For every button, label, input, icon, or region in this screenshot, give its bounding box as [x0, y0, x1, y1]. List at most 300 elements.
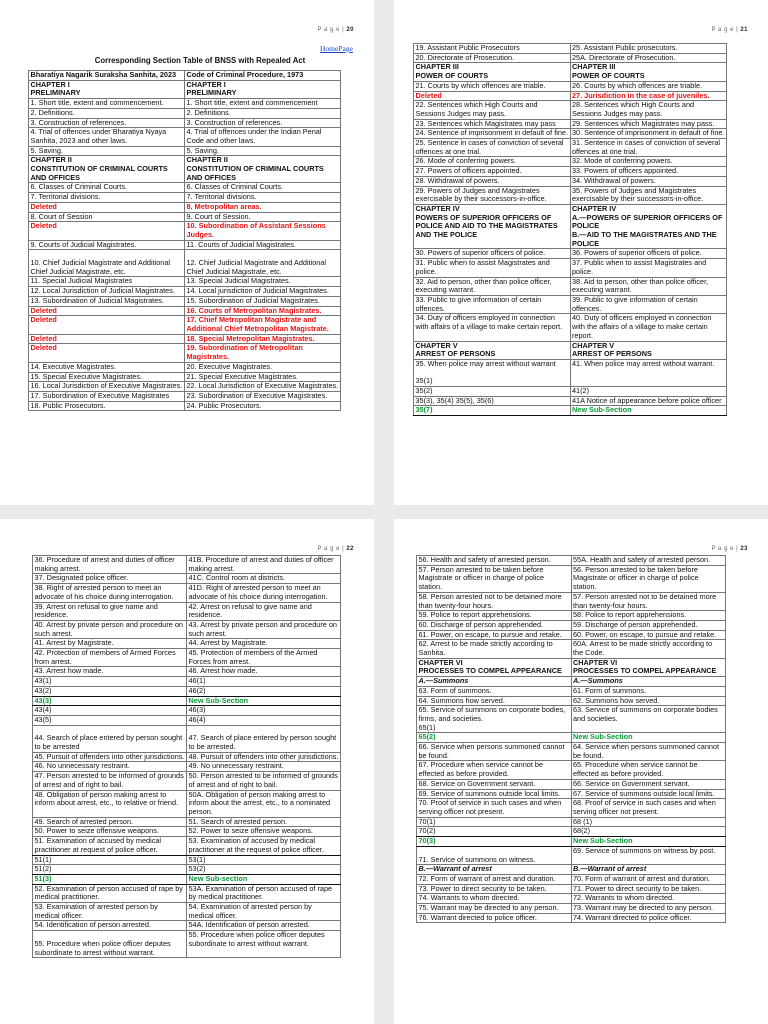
table-row [414, 396, 727, 406]
bnss-cell: 59. Police to report apprehensions. [417, 611, 572, 621]
crpc-cell: 6. Classes of Criminal Courts. [185, 183, 341, 193]
bnss-cell: CHAPTER I PRELIMINARY [29, 80, 185, 98]
bnss-cell: 7. Territorial divisions. [29, 193, 185, 203]
bnss-cell: 33. Public to give information of certain offences. [414, 295, 571, 313]
bnss-cell: CHAPTER III POWER OF COURTS [414, 63, 571, 81]
crpc-cell: 39. Public to give information of certain offences. [570, 295, 727, 313]
bnss-cell: 18. Public Prosecutors. [29, 401, 185, 411]
table-row [33, 639, 341, 649]
bnss-cell: 72. Form of warrant of arrest and duration. [417, 874, 572, 884]
crpc-cell: 44. Arrest by Magistrate. [187, 639, 341, 649]
crpc-cell: 25A. Directorate of Prosecution. [570, 53, 727, 63]
table-row [29, 193, 341, 203]
table-row [417, 630, 726, 640]
table-row [417, 640, 726, 658]
bnss-cell: 29. Powers of Judges and Magistrates exercisable by their successors-in-office. [414, 186, 571, 204]
bnss-cell: 70(3) [417, 837, 572, 847]
bnss-cell: 1. Short title, extent and commencement. [29, 99, 185, 109]
bnss-cell: 35(2) [414, 387, 571, 397]
section-table [413, 43, 727, 416]
table-row [417, 658, 726, 676]
bnss-cell: Deleted [29, 222, 185, 240]
crpc-cell: 49. No unnecessary restraint. [187, 762, 341, 772]
crpc-cell: 60A. Arrest to be made strictly according to the Code. [571, 640, 726, 658]
table-row [417, 743, 726, 761]
bnss-cell: 32. Aid to person, other than police officer, executing warrant. [414, 277, 571, 295]
bnss-cell: 71. Service of summons on witness. [417, 846, 572, 864]
crpc-cell: 12. Chief Judicial Magistrate and Additional Chief Judicial Magistrate, etc. [185, 250, 341, 277]
crpc-cell: 46. Arrest how made. [187, 667, 341, 677]
table-row [417, 865, 726, 875]
bnss-cell: 22. Sentences which High Courts and Sessions Judges may pass. [414, 101, 571, 119]
crpc-cell: 50. Person arrested to be informed of grounds of arrest and of right to bail. [187, 772, 341, 790]
bnss-cell: 51(1) [33, 855, 187, 865]
bnss-cell: 35. When police may arrest without warrant 35(1) [414, 359, 571, 386]
bnss-cell: 62. Arrest to be made strictly according to Sanhita. [417, 640, 572, 658]
table-row [33, 874, 341, 884]
table-row [33, 715, 341, 725]
table-row [29, 183, 341, 193]
table-row [414, 406, 727, 416]
table-row [417, 837, 726, 847]
bnss-cell: 5. Saving. [29, 146, 185, 156]
crpc-cell: 54A. Identification of person arrested. [187, 921, 341, 931]
bnss-cell: 23. Sentences which Magistrates may pass [414, 119, 571, 129]
crpc-cell: 41B. Procedure of arrest and duties of officer making arrest. [187, 556, 341, 574]
table-row [29, 287, 341, 297]
bnss-cell: 60. Discharge of person apprehended. [417, 620, 572, 630]
crpc-cell: 71. Power to direct security to be taken. [571, 884, 726, 894]
crpc-cell: 53(2) [187, 865, 341, 875]
table-row [29, 296, 341, 306]
crpc-cell: New Sub-Section [571, 837, 726, 847]
bnss-cell: 56. Health and safety of arrested person. [417, 556, 572, 566]
bnss-cell: 69. Service of summons outside local limits. [417, 789, 572, 799]
crpc-cell: 30. Sentence of imprisonment in default of fine. [572, 128, 725, 138]
crpc-cell: 16. Courts of Metropolitan Magistrates. [185, 306, 341, 316]
bnss-cell: 13. Subordination of Judicial Magistrates. [29, 296, 185, 306]
crpc-cell: A.—Summons [571, 677, 726, 687]
bnss-cell: 75. Warrant may be directed to any person. [417, 904, 572, 914]
bnss-cell: 19. Assistant Public Prosecutors [414, 44, 571, 54]
table-row [414, 167, 727, 177]
bnss-cell: 24. Sentence of imprisonment in default of fine. [415, 128, 569, 138]
bnss-cell: Bharatiya Nagarik Suraksha Sanhita, 2023 [29, 71, 185, 81]
bnss-cell: 31. Public when to assist Magistrates and police. [414, 259, 571, 277]
table-row [29, 156, 341, 183]
crpc-cell: 1. Short title, extent and commencement [185, 99, 341, 109]
table-row [417, 706, 726, 733]
table-row [417, 904, 726, 914]
bnss-cell: 52. Examination of person accused of rape by medical practitioner. [33, 884, 187, 902]
table-row [29, 316, 341, 334]
crpc-cell: 5. Saving. [185, 146, 341, 156]
crpc-cell: 46(1) [187, 677, 341, 687]
table-row [414, 157, 727, 167]
bnss-cell: 46. No unnecessary restraint. [33, 762, 187, 772]
bnss-cell: 51. Examination of accused by medical practitioner at request of police officer. [33, 837, 187, 855]
table-row [33, 865, 341, 875]
crpc-cell: 47. Search of place entered by person sought to be arrested. [187, 725, 341, 752]
bnss-cell: 10. Chief Judicial Magistrate and Additional Chief Judicial Magistrate, etc. [29, 250, 185, 277]
bnss-cell: 12. Local Jurisdiction of Judicial Magistrates. [29, 287, 185, 297]
page-number: P a g e | 22 [317, 546, 354, 552]
crpc-cell: New Sub-Section [570, 406, 727, 416]
table-row [414, 249, 727, 259]
table-row [29, 71, 341, 81]
table-row [29, 382, 341, 392]
table-row [33, 667, 341, 677]
table-row [417, 817, 726, 827]
bnss-cell: 43(1) [33, 677, 187, 687]
crpc-cell: 68. Proof of service in such cases and when serving officer not present. [571, 799, 726, 817]
crpc-cell: 51. Search of arrested person. [187, 817, 341, 827]
crpc-cell: 56. Person arrested to be taken before Magistrate or officer in charge of police station. [571, 565, 726, 592]
table-row [33, 686, 341, 696]
crpc-cell: 59. Discharge of person apprehended. [571, 620, 726, 630]
table-row [414, 277, 727, 295]
table-row [417, 696, 726, 706]
table-row [33, 855, 341, 865]
crpc-cell: B.—Warrant of arrest [571, 865, 726, 875]
table-row [417, 611, 726, 621]
table-row [29, 108, 341, 118]
table-row [33, 772, 341, 790]
crpc-cell: 15. Subordination of Judicial Magistrates. [185, 296, 341, 306]
crpc-cell: 20. Executive Magistrates. [185, 362, 341, 372]
bnss-cell: 4. Trial of offences under Bharatiya Nyaya Sanhita, 2023 and other laws. [29, 128, 185, 146]
section-table [416, 555, 726, 923]
table-row [29, 240, 341, 250]
bnss-cell: 43(4) [33, 706, 187, 716]
crpc-cell: 4. Trial of offences under the Indian Penal Code and other laws. [185, 128, 341, 146]
bnss-cell: 16. Local Jurisdiction of Executive Magistrates. [29, 382, 185, 392]
page-20 [0, 0, 374, 505]
bnss-cell: 35(3), 35(4) 35(5), 35(6) [414, 396, 571, 406]
bnss-cell: 64. Summons how served. [417, 696, 572, 706]
table-row [29, 277, 341, 287]
crpc-cell: 41(2) [570, 387, 727, 397]
table-row [417, 827, 726, 837]
table-row [33, 677, 341, 687]
bnss-cell: 44. Search of place entered by person sought to be arrested [33, 725, 187, 752]
crpc-cell: 24. Public Prosecutors. [185, 401, 341, 411]
bnss-cell: 42. Protection of members of Armed Forces from arrest. [33, 649, 187, 667]
table-row [33, 884, 341, 902]
crpc-cell: 40. Duty of officers employed in connection with the affairs of a village to make certain report. [570, 314, 727, 341]
table-row [29, 306, 341, 316]
crpc-cell: 35. Powers of Judges and Magistrates exercisable by their successors-in-office. [570, 186, 727, 204]
bnss-cell: 35(7) [414, 406, 571, 416]
table-row [29, 391, 341, 401]
table-row [33, 921, 341, 931]
bnss-cell: 39. Arrest on refusal to give name and residence. [33, 602, 187, 620]
crpc-cell: 65. Procedure when service cannot be effected as before provided. [571, 761, 726, 779]
bnss-cell: 43. Arrest how made. [33, 667, 187, 677]
bnss-cell: 47. Person arrested to be informed of grounds of arrest and of right to bail. [33, 772, 187, 790]
crpc-cell: 18. Special Metropolitan Magistrates. [185, 334, 341, 344]
table-row [414, 387, 727, 397]
bnss-cell: 38. Right of arrested person to meet an advocate of his choice during interrogation. [33, 584, 187, 602]
bnss-cell: 2. Definitions. [29, 108, 185, 118]
bnss-cell: 65(2) [417, 733, 572, 743]
bnss-cell: 53. Examination of arrested person by medical officer. [33, 903, 187, 921]
crpc-cell: 50A. Obligation of person making arrest to inform about the arrest, etc., to a nominated person. [187, 790, 341, 817]
table-row [414, 91, 727, 101]
table-row [33, 827, 341, 837]
section-table [28, 70, 341, 411]
bnss-cell: 65. Service of summons on corporate bodies, firms, and societies. 65(1) [417, 706, 572, 733]
page-21 [394, 0, 768, 505]
crpc-cell: Code of Criminal Procedure, 1973 [185, 71, 341, 81]
bnss-cell: 67. Procedure when service cannot be effected as before provided. [417, 761, 572, 779]
table-row [33, 837, 341, 855]
table-row [29, 344, 341, 362]
bnss-cell: Deleted [414, 91, 571, 101]
crpc-cell: 10. Subordination of Assistant Sessions Judges. [185, 222, 341, 240]
bnss-cell: 28. Withdrawal of powers. [414, 176, 571, 186]
bnss-cell: 27. Powers of officers appointed. [414, 167, 571, 177]
bnss-cell: Deleted [29, 344, 185, 362]
table-row [417, 884, 726, 894]
table-row [29, 222, 341, 240]
crpc-cell: 53(1) [187, 855, 341, 865]
page-23 [394, 519, 768, 1024]
table-row [29, 99, 341, 109]
crpc-cell: 29. Sentences which Magistrates may pass. [570, 119, 727, 129]
crpc-cell: 69. Service of summons on witness by post. [571, 846, 726, 864]
table-row [417, 761, 726, 779]
bnss-cell: CHAPTER VI PROCESSES TO COMPEL APPEARANCE [417, 658, 572, 676]
crpc-cell: CHAPTER III POWER OF COURTS [570, 63, 727, 81]
crpc-cell: 48. Pursuit of offenders into other jurisdictions. [187, 752, 341, 762]
bnss-cell: 54. Identification of person arrested. [33, 921, 187, 931]
crpc-cell: New Sub-section [187, 874, 341, 884]
bnss-cell: 70(2) [417, 827, 572, 837]
table-row [417, 894, 726, 904]
bnss-cell: Deleted [29, 316, 185, 334]
table-row [29, 118, 341, 128]
bnss-cell: 21. Courts by which offences are triable. [414, 81, 571, 91]
bnss-cell: 41. Arrest by Magistrate. [33, 639, 187, 649]
bnss-cell: 20. Directorate of Prosecution. [414, 53, 571, 63]
crpc-cell: 73. Warrant may be directed to any person. [571, 904, 726, 914]
section-table [32, 555, 341, 958]
table-row [29, 128, 341, 146]
table-row [33, 649, 341, 667]
bnss-cell: 15. Special Executive Magistrates. [29, 372, 185, 382]
table-row [33, 931, 341, 958]
crpc-cell: 26. Courts by which offences are triable. [570, 81, 727, 91]
bnss-cell: CHAPTER IV POWERS OF SUPERIOR OFFICERS OF POLICE AND AID TO THE MAGISTRATES AND THE POLICE [414, 204, 571, 249]
table-row [29, 362, 341, 372]
page-number: P a g e | 23 [711, 546, 748, 552]
table-row [414, 119, 727, 129]
table-row [417, 874, 726, 884]
table-row [414, 341, 727, 359]
crpc-cell: 41C. Control room at districts. [187, 574, 341, 584]
table-row [414, 44, 727, 54]
table-row [33, 556, 341, 574]
bnss-cell: 40. Arrest by private person and procedure on such arrest. [33, 620, 187, 638]
bnss-cell: 51(2) [33, 865, 187, 875]
homepage-link[interactable]: HomePage [320, 44, 353, 53]
crpc-cell: CHAPTER II CONSTITUTION OF CRIMINAL COURTS AND OFFICES [185, 156, 341, 183]
bnss-cell: B.—Warrant of arrest [417, 865, 572, 875]
table-title: Corresponding Section Table of BNSS with Repealed Act [94, 56, 306, 65]
bnss-cell: 3. Construction of references. [29, 118, 185, 128]
crpc-cell: 9. Court of Session. [185, 212, 341, 222]
bnss-cell: 74. Warrants to whom directed. [417, 894, 572, 904]
bnss-cell: CHAPTER II CONSTITUTION OF CRIMINAL COURTS AND OFFICES [29, 156, 185, 183]
crpc-cell: 46(3) [187, 706, 341, 716]
crpc-cell: 11. Courts of Judicial Magistrates. [185, 240, 341, 250]
bnss-cell: 57. Person arrested to be taken before Magistrate or officer in charge of police station. [417, 565, 572, 592]
bnss-cell: 43(3) [33, 696, 187, 706]
page-number: P a g e | 21 [711, 27, 748, 33]
bnss-cell: 30. Powers of superior officers of police. [414, 249, 571, 259]
table-row [414, 81, 727, 91]
table-row [417, 620, 726, 630]
crpc-cell: 53A. Examination of person accused of rape by medical practitioner. [187, 884, 341, 902]
table-row [414, 63, 727, 81]
table-row [414, 53, 727, 63]
crpc-cell: 46(4) [187, 715, 341, 725]
table-row [33, 706, 341, 716]
table-row [414, 129, 727, 139]
crpc-cell: 57. Person arrested not to be detained more than twenty-four hours. [571, 592, 726, 610]
bnss-cell: 68. Service on Government servant. [417, 779, 572, 789]
crpc-cell: 7. Territorial divisions. [185, 193, 341, 203]
bnss-cell: 6. Classes of Criminal Courts. [29, 183, 185, 193]
crpc-cell: 41D. Right of arrested person to meet an advocate of his choice during interrogation. [187, 584, 341, 602]
crpc-cell: 61. Form of summons. [571, 686, 726, 696]
table-row [417, 733, 726, 743]
crpc-cell: 70. Form of warrant of arrest and duration. [571, 874, 726, 884]
bnss-cell: 51(3) [33, 874, 187, 884]
bnss-cell: 9. Courts of Judicial Magistrates. [29, 240, 185, 250]
bnss-cell: 8. Court of Session [29, 212, 185, 222]
table-row [414, 359, 727, 386]
crpc-cell: 55A. Health and safety of arrested person. [571, 556, 726, 566]
crpc-cell: 74. Warrant directed to police officer. [571, 913, 726, 923]
crpc-cell: 23. Subordination of Executive Magistrates. [185, 391, 341, 401]
crpc-cell: 53. Examination of accused by medical practitioner at the request of police officer. [187, 837, 341, 855]
bnss-cell: 58. Person arrested not to be detained more than twenty-four hours. [417, 592, 572, 610]
bnss-cell: 45. Pursuit of offenders into other jurisdictions. [33, 752, 187, 762]
crpc-cell: 8. Metropolitan areas. [185, 202, 341, 212]
table-row [417, 565, 726, 592]
crpc-cell: 36. Powers of superior officers of police. [570, 249, 727, 259]
crpc-cell: 45. Protection of members of the Armed Forces from arrest. [187, 649, 341, 667]
table-row [414, 101, 727, 119]
table-row [417, 686, 726, 696]
crpc-cell: 21. Special Executive Magistrates. [185, 372, 341, 382]
crpc-cell: 63. Service of summons on corporate bodies and societies. [571, 706, 726, 733]
bnss-cell: 70(1) [417, 817, 572, 827]
crpc-cell: 3. Construction of references. [185, 118, 341, 128]
table-row [417, 556, 726, 566]
crpc-cell: 52. Power to seize offensive weapons. [187, 827, 341, 837]
table-row [33, 620, 341, 638]
table-row [414, 176, 727, 186]
table-row [29, 146, 341, 156]
bnss-cell: CHAPTER V ARREST OF PERSONS [414, 341, 571, 359]
bnss-cell: 25. Sentence in cases of conviction of several offences at one trial. [414, 139, 571, 157]
table-row [417, 913, 726, 923]
table-row [29, 202, 341, 212]
crpc-cell: 19. Subordination of Metropolitan Magistrates. [185, 344, 341, 362]
crpc-cell: 25. Assistant Public prosecutors. [570, 44, 727, 54]
table-row [417, 677, 726, 687]
table-row [33, 574, 341, 584]
crpc-cell: CHAPTER IV A.—POWERS OF SUPERIOR OFFICERS OF POLICE B.—AID TO THE MAGISTRATES AND THE POLICE [570, 204, 727, 249]
bnss-cell: Deleted [29, 334, 185, 344]
bnss-cell: 73. Power to direct security to be taken. [417, 884, 572, 894]
table-row [33, 602, 341, 620]
crpc-cell: 17. Chief Metropolitan Magistrate and Additional Chief Metropolitan Magistrate. [185, 316, 341, 334]
crpc-cell: 41. When police may arrest without warrant. [570, 359, 727, 386]
bnss-cell: 49. Search of arrested person. [33, 817, 187, 827]
bnss-cell: 43(5) [33, 715, 187, 725]
crpc-cell: 68(2) [571, 827, 726, 837]
table-row [414, 186, 727, 204]
crpc-cell: 60. Power, on escape, to pursue and retake. [571, 630, 726, 640]
bnss-cell: 76. Warrant directed to police officer. [417, 913, 572, 923]
crpc-cell: 72. Warrants to whom directed. [571, 894, 726, 904]
crpc-cell: CHAPTER V ARREST OF PERSONS [570, 341, 727, 359]
bnss-cell: 43(2) [33, 686, 187, 696]
crpc-cell: 22. Local Jurisdiction of Executive Magistrates. [185, 382, 341, 392]
bnss-cell: 50. Power to seize offensive weapons. [33, 827, 187, 837]
bnss-cell: 37. Designated police officer. [33, 574, 187, 584]
table-row [33, 817, 341, 827]
crpc-cell: 46(2) [187, 686, 341, 696]
table-row [414, 204, 727, 249]
bnss-cell: 17. Subordination of Executive Magistrates [29, 391, 185, 401]
crpc-cell: 32. Mode of conferring powers. [570, 157, 727, 167]
table-row [417, 779, 726, 789]
table-row [29, 401, 341, 411]
table-row [414, 139, 727, 157]
crpc-cell: 58. Police to report apprehensions. [571, 611, 726, 621]
bnss-cell: 70. Proof of service in such cases and when serving officer not present. [417, 799, 572, 817]
table-row [33, 790, 341, 817]
table-row [414, 295, 727, 313]
crpc-cell: 66. Service on Government servant. [571, 779, 726, 789]
crpc-cell: 55. Procedure when police officer deputes subordinate to arrest without warrant. [187, 931, 341, 958]
bnss-cell: 36. Procedure of arrest and duties of officer making arrest. [33, 556, 187, 574]
bnss-cell: 11. Special Judicial Magistrates [29, 277, 185, 287]
crpc-cell: New Sub-Section [571, 733, 726, 743]
crpc-cell: 28. Sentences which High Courts and Sessions Judges may pass. [570, 101, 727, 119]
crpc-cell: 33. Powers of officers appointed. [570, 167, 727, 177]
table-row [29, 250, 341, 277]
crpc-cell: 62. Summons how served. [571, 696, 726, 706]
table-row [29, 334, 341, 344]
bnss-cell: 55. Procedure when police officer deputes subordinate to arrest without warrant. [33, 931, 187, 958]
crpc-cell: 64. Service when persons summoned cannot be found. [571, 743, 726, 761]
crpc-cell: 13. Special Judicial Magistrates. [185, 277, 341, 287]
table-row [29, 372, 341, 382]
table-row [414, 259, 727, 277]
crpc-cell: 41A Notice of appearance before police officer [570, 396, 727, 406]
bnss-cell: 63. Form of summons. [417, 686, 572, 696]
table-row [33, 696, 341, 706]
crpc-cell: 42. Arrest on refusal to give name and residence. [187, 602, 341, 620]
bnss-cell: 26. Mode of conferring powers. [414, 157, 571, 167]
table-row [33, 903, 341, 921]
